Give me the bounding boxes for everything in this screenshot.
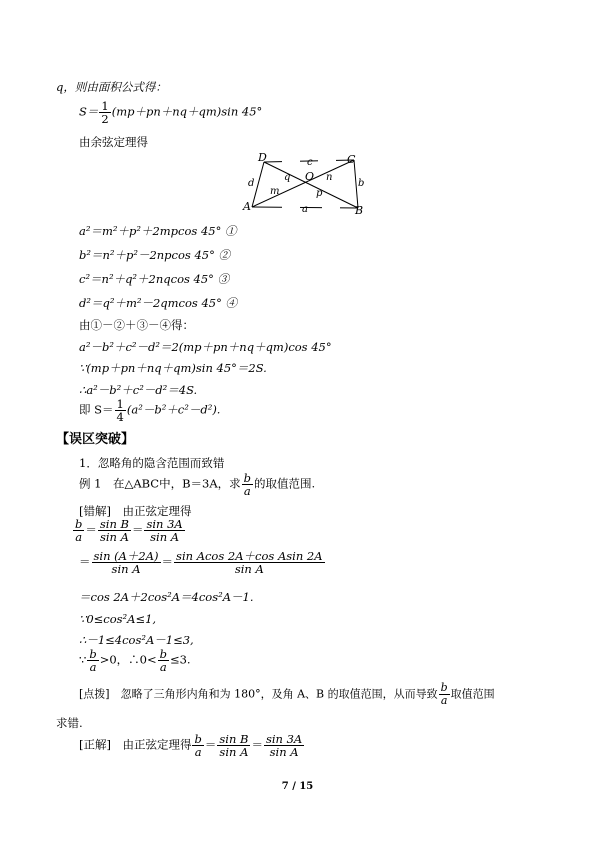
equation-simplify: ＝cos 2A＋2cos²A＝4cos²A－1. (79, 590, 254, 604)
diagonal-ac (252, 160, 354, 207)
equation-1: a²＝m²＋p²＋2mpcos 45° ① (79, 224, 237, 238)
equation-range-2: ∴－1≤4cos²A－1≤3, (79, 633, 194, 647)
vertex-d-label: D (258, 151, 267, 164)
fraction: $\frac{1}{2}$ (101, 99, 109, 126)
equation-sum: a²－b²＋c²－d²＝2(mp＋pn＋nq＋qm)cos 45° (79, 340, 332, 354)
diagonal-db (264, 162, 358, 208)
text-line: 由①－②＋③－④得： (79, 318, 194, 332)
segment-n-label: n (326, 172, 333, 183)
equation-2: b²＝n²＋p²－2npcos 45° ② (79, 248, 231, 262)
segment-m-label: m (270, 186, 280, 197)
side-d-label: d (248, 178, 255, 189)
center-o-label: O (305, 170, 315, 183)
side-c-label: c (307, 157, 313, 168)
fraction: $\frac{b}{a}$ (89, 647, 97, 674)
text-line: 1．忽略角的隐含范围而致错 (79, 456, 225, 470)
fraction: $\frac{\sin 3A}{\text{sin A}}$ (265, 732, 303, 759)
fraction: $\frac{b}{a}$ (243, 471, 252, 498)
text-line: 由余弦定理得 (79, 135, 148, 149)
text-line: 求错. (56, 716, 83, 730)
fraction: $\frac{b}{a}$ (440, 681, 448, 707)
page-number: 7 / 15 (281, 781, 314, 792)
remark: [点拨] 忽略了三角形内角和为 180°，及角 A、B 的取值范围，从而导致 $\frac{b}{a}$ 取值范围 (79, 681, 495, 707)
fraction: $\frac{1}{4}$ (116, 397, 124, 424)
fraction: $\frac{\sin 3A}{\text{sin A}}$ (146, 517, 183, 544)
fraction: $\frac{\text{sin B}}{\text{sin A}}$ (219, 732, 249, 759)
side-a-label: a (302, 204, 308, 215)
equation-expand: ＝ $\frac{\sin (A+2A)}{\text{sin A}}$ ＝ $\frac{\text{sin Acos 2A＋cos Asin 2A}}{\text{sin A}}$ (79, 549, 323, 576)
quadrilateral-diagram (240, 150, 380, 222)
equation-sine-law: $\frac{b}{a}$ ＝ $\frac{\text{sin B}}{\text{sin A}}$ ＝ $\frac{\sin 3A}{\text{sin A}}$ (75, 517, 183, 544)
fraction: $\frac{\sin (A+2A)}{\text{sin A}}$ (93, 549, 159, 576)
fraction: $\frac{\text{sin B}}{\text{sin A}}$ (99, 517, 129, 544)
fraction: $\frac{\text{sin Acos 2A＋cos Asin 2A}}{\text{sin A}}$ (176, 549, 323, 576)
fraction: $\frac{b}{a}$ (194, 732, 202, 759)
example-1: 例 1 在△ABC中，B＝3A，求 $\frac{b}{a}$ 的取值范围. (79, 471, 316, 498)
section-heading: 【误区突破】 (56, 432, 135, 447)
equation-therefore: ∴a²－b²＋c²－d²＝4S. (79, 383, 198, 397)
segment-p-label: p (316, 188, 323, 199)
vertex-b-label: B (355, 204, 364, 217)
segment-q-label: q (284, 172, 291, 183)
text-line: [错解] 由正弦定理得 (79, 504, 192, 518)
equation-range-3: ∵ $\frac{b}{a}$ >0，∴0< $\frac{b}{a}$ ≤3. (79, 647, 191, 674)
side-b-label: b (358, 178, 365, 189)
equation-4: d²＝q²＋m²－2qmcos 45° ④ (79, 296, 238, 310)
vertex-c-label: C (347, 153, 356, 166)
equation-range-1: ∵0≤cos²A≤1, (79, 612, 157, 626)
equation-because: ∵(mp＋pn＋nq＋qm)sin 45°＝2S. (79, 361, 267, 375)
area-result: 即 S＝ $\frac{1}{4}$ (a²－b²＋c²－d²). (79, 397, 221, 424)
fraction: $\frac{b}{a}$ (159, 647, 167, 674)
area-formula: S＝ $\frac{1}{2}$ (mp＋pn＋nq＋qm)sin 45° (79, 99, 263, 126)
text-line: q，则由面积公式得： (56, 80, 167, 94)
fraction: $\frac{b}{a}$ (75, 517, 83, 544)
correct-solution: [正解] 由正弦定理得 $\frac{b}{a}$ ＝ $\frac{\text{sin B}}{\text{sin A}}$ ＝ $\frac{\sin 3A}{\text{sin A}}$ (79, 732, 303, 759)
equation-3: c²＝n²＋q²＋2nqcos 45° ③ (79, 272, 230, 286)
vertex-a-label: A (243, 200, 251, 213)
